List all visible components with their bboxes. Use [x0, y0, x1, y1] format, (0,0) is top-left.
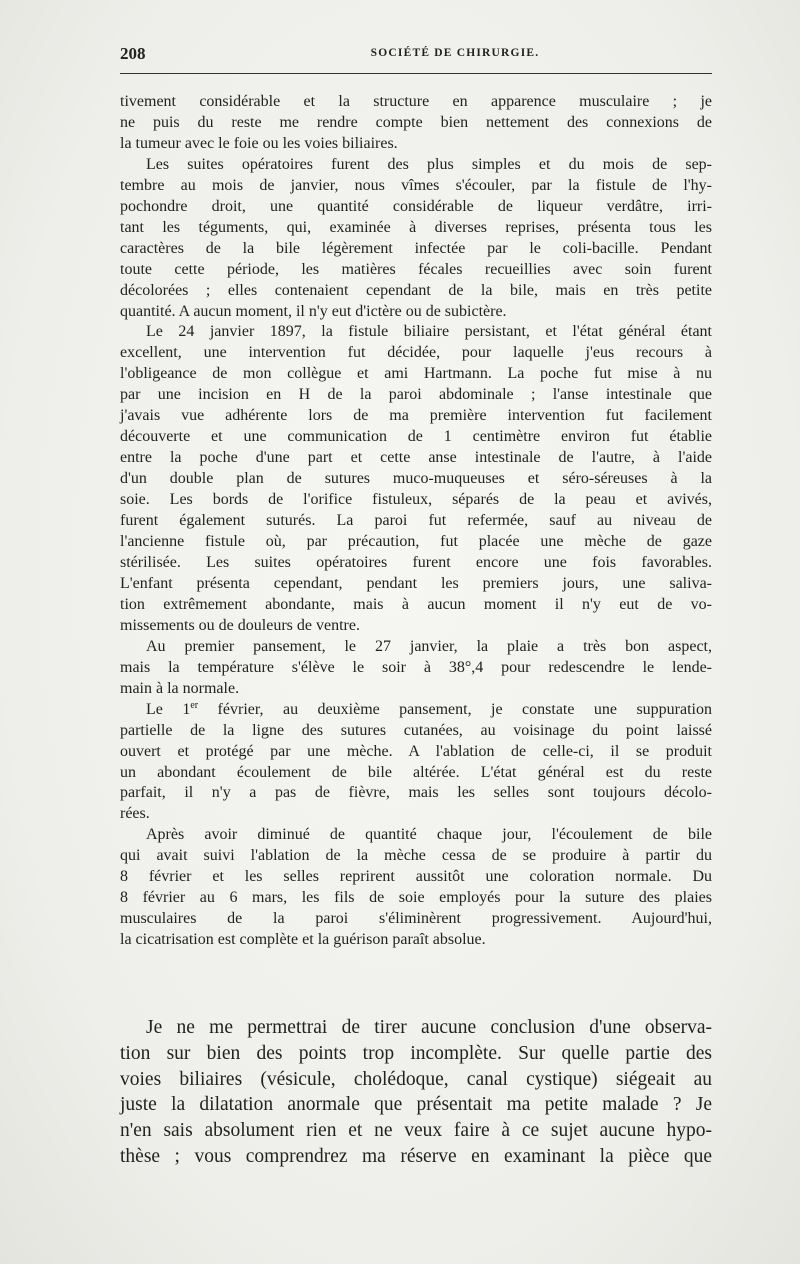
text-line: L'enfant présenta cependant, pendant les premiers jours, une saliva- — [120, 574, 712, 592]
text-line: mais la température s'élève le soir à 38°,4 pour redescendre le lende- — [120, 658, 712, 676]
text-line: caractères de la bile légèrement infectée par le coli-bacille. Pendant — [120, 239, 712, 257]
text-line: Au premier pansement, le 27 janvier, la plaie a très bon aspect, — [146, 637, 712, 655]
text-line: l'ancienne fistule où, par précaution, fut placée une mèche de gaze — [120, 533, 712, 551]
text-line: tion sur bien des points trop incomplète. Sur quelle partie des — [120, 1042, 712, 1064]
text-line: d'un double plan de sutures muco-muqueuses et séro-séreuses à la — [120, 470, 712, 488]
text-line: thèse ; vous comprendrez ma réserve en examinant la pièce que — [120, 1145, 712, 1167]
text-line-with-superscript — [120, 700, 712, 721]
text-line: voies biliaires (vésicule, cholédoque, canal cystique) siégeait au — [120, 1068, 712, 1090]
text-line: par une incision en H de la paroi abdominale ; l'anse intestinale que — [120, 386, 712, 404]
text-line: quantité. A aucun moment, il n'y eut d'ictère ou de subictère. — [120, 302, 507, 320]
text-line: 8 février au 6 mars, les fils de soie employés pour la suture des plaies — [120, 889, 712, 907]
text-line: tant les téguments, qui, examinée à diverses reprises, présenta tous les — [120, 218, 712, 236]
conclusion-text — [120, 1015, 712, 1170]
running-title: SOCIÉTÉ DE CHIRURGIE. — [370, 47, 540, 59]
body-text — [120, 92, 712, 951]
text-line: décolorées ; elles contenaient cependant de la bile, mais en très petite — [120, 281, 712, 299]
text-line: ouvert et protégé par une mèche. A l'ablation de celle-ci, il se produit — [120, 742, 712, 760]
text-line: un abondant écoulement de bile altérée. L'état général est du reste — [120, 763, 712, 781]
text-line: excellent, une intervention fut décidée, pour laquelle j'eus recours à — [120, 344, 712, 362]
superscript: er — [190, 699, 199, 711]
header-rule — [120, 73, 712, 74]
text-line: qui avait suivi l'ablation de la mèche cessa de se produire à partir du — [120, 847, 712, 865]
text-line: Les suites opératoires furent des plus simples et du mois de sep- — [146, 155, 712, 173]
text-line: rées. — [120, 805, 150, 823]
text-line: la tumeur avec le foie ou les voies biliaires. — [120, 134, 398, 152]
text-line: juste la dilatation anormale que présentait ma petite malade ? Je — [120, 1094, 712, 1116]
text-line: l'obligeance de mon collègue et ami Hartmann. La poche fut mise à nu — [120, 365, 712, 383]
text-line: Le 24 janvier 1897, la fistule biliaire persistant, et l'état général étant — [146, 323, 712, 341]
text-line: la cicatrisation est complète et la guérison paraît absolue. — [120, 931, 486, 949]
page-header — [120, 44, 712, 68]
text-line: toute cette période, les matières fécales recueillies avec soin furent — [120, 260, 712, 278]
text-line: n'en sais absolument rien et ne veux faire à ce sujet aucune hypo- — [120, 1120, 712, 1142]
text-line: soie. Les bords de l'orifice fistuleux, séparés de la peau et avivés, — [120, 491, 712, 509]
text-line: furent également suturés. La paroi fut refermée, sauf au niveau de — [120, 512, 712, 530]
text-line: 8 février et les selles reprirent aussitôt une coloration normale. Du — [120, 868, 712, 886]
text-line: pochondre droit, une quantité considérable de liqueur verdâtre, irri- — [120, 197, 712, 215]
text-line: ne puis du reste me rendre compte bien nettement des connexions de — [120, 113, 712, 131]
text-line: j'avais vue adhérente lors de ma première intervention fut facilement — [120, 407, 712, 425]
text-line: tion extrêmement abondante, mais à aucun moment il n'y eut de vo- — [120, 595, 712, 613]
text-line: partielle de la ligne des sutures cutanées, au voisinage du point laissé — [120, 721, 712, 739]
text-line: stérilisée. Les suites opératoires furent encore une fois favorables. — [120, 553, 712, 571]
text-fragment: février, au deuxième pansement, je constate une suppuration — [198, 700, 713, 718]
text-line: musculaires de la paroi s'éliminèrent progressivement. Aujourd'hui, — [120, 910, 712, 928]
text-line: parfait, il n'y a pas de fièvre, mais les selles sont toujours décolo- — [120, 784, 712, 802]
text-line: Après avoir diminué de quantité chaque jour, l'écoulement de bile — [146, 826, 712, 844]
text-line: Je ne me permettrai de tirer aucune conclusion d'une observa- — [146, 1017, 712, 1038]
text-line: main à la normale. — [120, 679, 240, 697]
text-line: missements ou de douleurs de ventre. — [120, 616, 360, 634]
text-line: découverte et une communication de 1 centimètre environ fut établie — [120, 428, 712, 446]
text-line: entre la poche d'une part et cette anse intestinale de l'autre, à l'aide — [120, 449, 712, 467]
page-number: 208 — [120, 44, 146, 63]
text-fragment: Le 1 — [146, 700, 191, 718]
text-line: tembre au mois de janvier, nous vîmes s'écouler, par la fistule de l'hy- — [120, 176, 712, 194]
text-line: tivement considérable et la structure en apparence musculaire ; je — [120, 93, 712, 110]
